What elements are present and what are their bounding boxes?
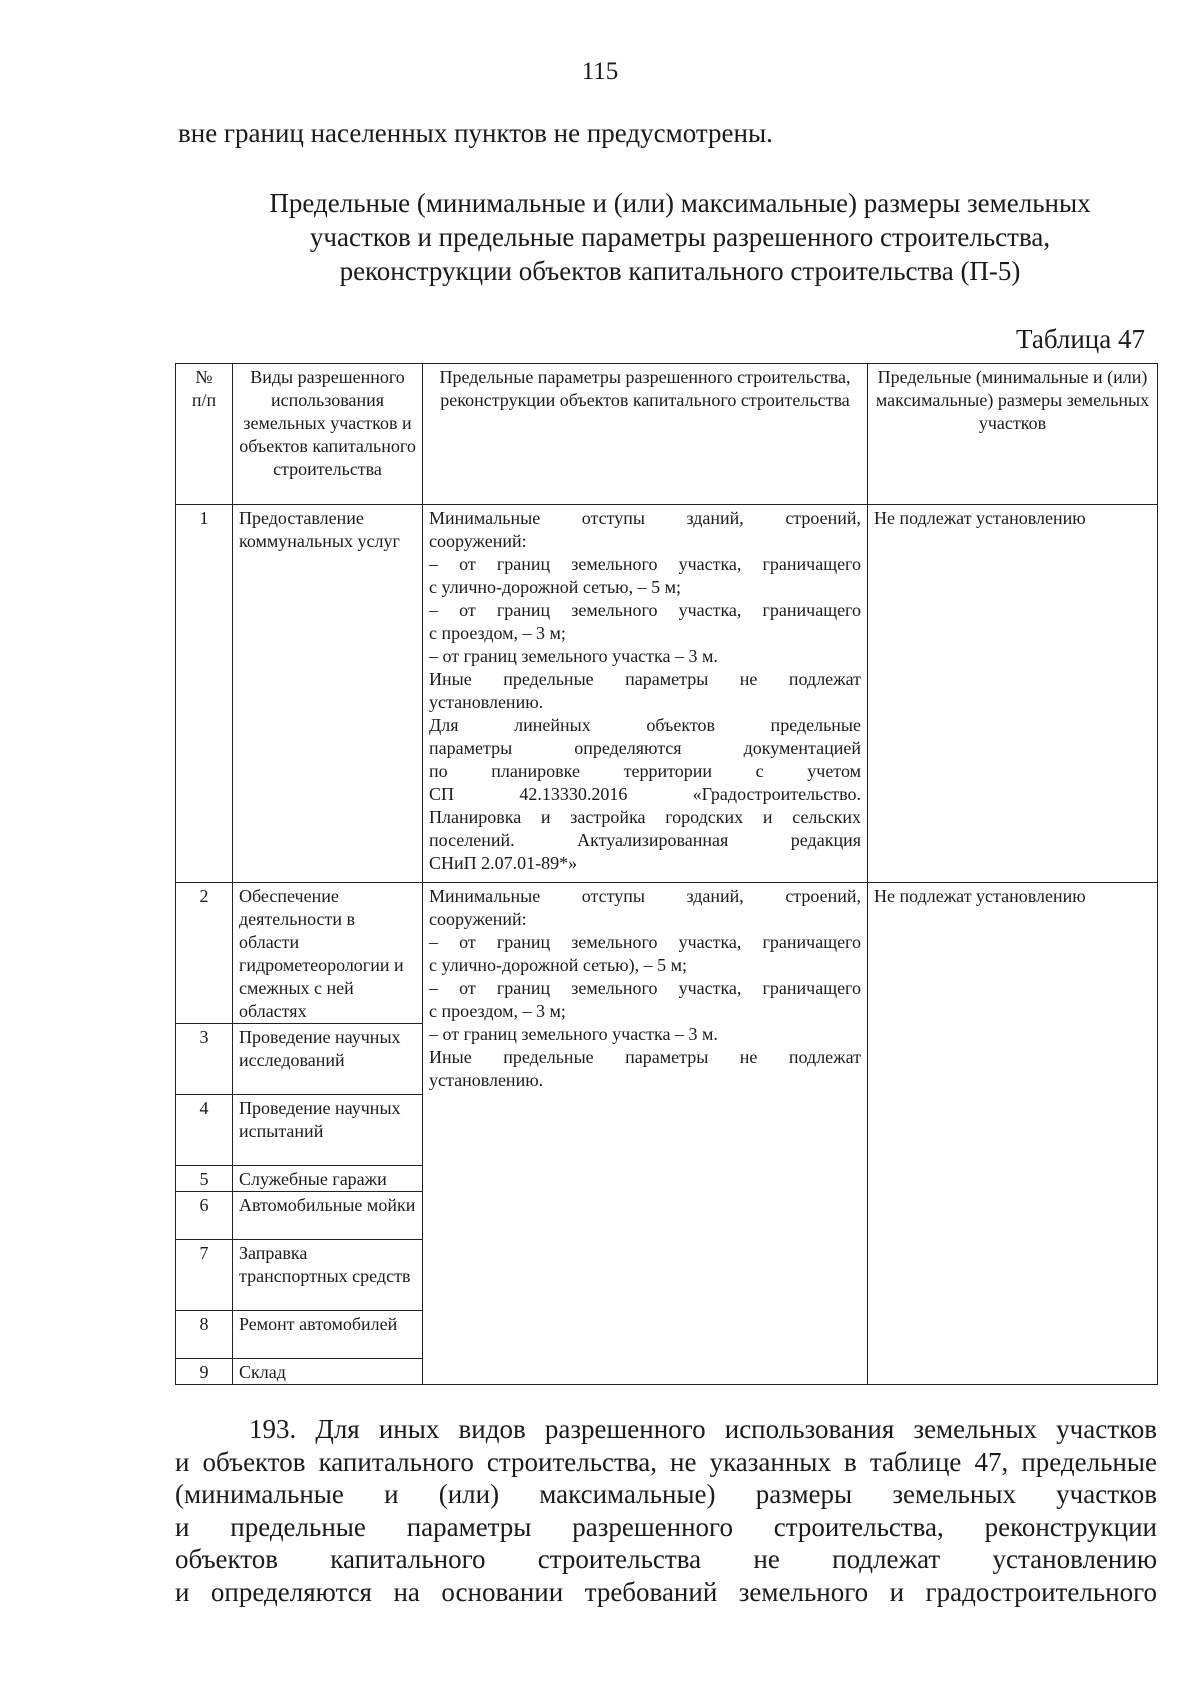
row-use-type: Склад	[233, 1359, 423, 1385]
row-use-type: Предоставление коммунальных услуг	[233, 505, 423, 883]
paragraph-193	[175, 1413, 1157, 1608]
row-number: 1	[176, 505, 233, 883]
header-use-types: Виды разрешенного использования земельных участков и объектов капитального строительства	[233, 364, 423, 505]
row-use-type: Проведение научных исследований	[233, 1024, 423, 1095]
row-plot-sizes: Не подлежат установлению	[868, 505, 1158, 883]
row-number: 2	[176, 883, 233, 1024]
paragraph-line: 193. Для иных видов разрешенного использования земельных участков	[249, 1414, 1157, 1444]
paragraph-line: и объектов капитального строительства, не указанных в таблице 47, предельные	[175, 1446, 1157, 1477]
row-number: 7	[176, 1240, 233, 1311]
paragraph-line: объектов капитального строительства не подлежат установлению	[175, 1544, 1157, 1574]
parameters-table	[175, 363, 1158, 1385]
row-number: 5	[176, 1166, 233, 1192]
row-use-type: Автомобильные мойки	[233, 1192, 423, 1240]
paragraph-line: и определяются на основании требований земельного и градостроительного	[175, 1576, 1157, 1607]
header-number: № п/п	[176, 364, 233, 505]
heading-line: участков и предельные параметры разрешенного строительства,	[309, 222, 1051, 252]
heading-line: Предельные (минимальные и (или) максимальные) размеры земельных	[269, 188, 1091, 218]
row-use-type: Служебные гаражи	[233, 1166, 423, 1192]
page-number: 115	[581, 58, 619, 85]
row-number: 3	[176, 1024, 233, 1095]
table-row	[176, 505, 1158, 883]
header-parameters: Предельные параметры разрешенного строительства, реконструкции объектов капитального строительства	[423, 364, 868, 505]
table-caption: Таблица 47	[1016, 324, 1145, 354]
row-plot-sizes: Не подлежат установлению	[868, 883, 1158, 1385]
paragraph-line: и предельные параметры разрешенного строительства, реконструкции	[175, 1511, 1157, 1542]
row-use-type: Ремонт автомобилей	[233, 1311, 423, 1359]
heading-line: реконструкции объектов капитального строительства (П-5)	[339, 256, 1021, 286]
row-use-type: Заправка транспортных средств	[233, 1240, 423, 1311]
row-number: 6	[176, 1192, 233, 1240]
table-heading	[130, 186, 1200, 288]
table-row	[176, 883, 1158, 1024]
row-number: 8	[176, 1311, 233, 1359]
row-number: 4	[176, 1095, 233, 1166]
row-parameters: Минимальные отступы зданий, строений, сооружений: – от границ земельного участка, граничащего с улично-дорожной сетью), – 5 м; – от границ земельного участка, граничащего с проездом, – 3 м; – от границ земельного участка – 3 м. Иные предельные параметры не подлежат установлению.	[423, 883, 868, 1385]
intro-line: вне границ населенных пунктов не предусмотрены.	[178, 118, 773, 148]
row-number: 9	[176, 1359, 233, 1385]
row-use-type: Проведение научных испытаний	[233, 1095, 423, 1166]
row-use-type: Обеспечение деятельности в области гидрометеорологии и смежных с ней областях	[233, 883, 423, 1024]
paragraph-line: (минимальные и (или) максимальные) размеры земельных участков	[175, 1479, 1157, 1509]
table-header-row	[176, 364, 1158, 505]
header-plot-sizes: Предельные (минимальные и (или) максимальные) размеры земельных участков	[868, 364, 1158, 505]
row-parameters: Минимальные отступы зданий, строений, сооружений: – от границ земельного участка, граничащего с улично-дорожной сетью, – 5 м; – от границ земельного участка, граничащего с проездом, – 3 м; – от границ земельного участка – 3 м. Иные предельные параметры не подлежат установлению. Для линейных объектов предельные параметры определяются документацией по планировке территории с учетом СП 42.13330.2016 «Градостроительство. Планировка и застройка городских и сельских поселений. Актуализированная редакция СНиП 2.07.01-89*»	[423, 505, 868, 883]
